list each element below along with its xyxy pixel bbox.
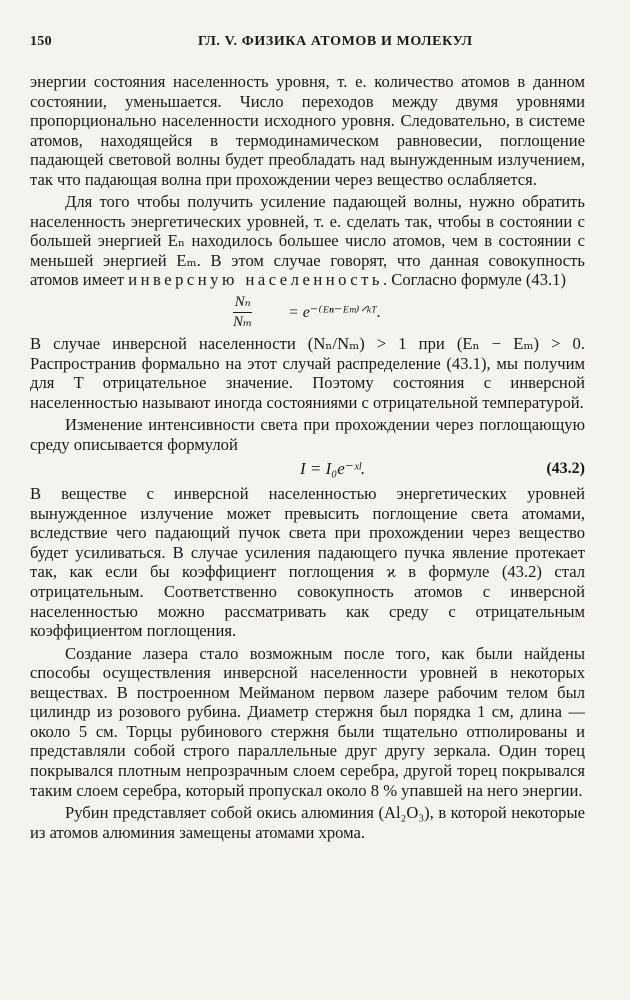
fraction — [233, 294, 252, 331]
formula-rhs: = e⁻⁽ᴱⁿ⁻ᴱᵐ⁾ᐟᵏᵀ. — [288, 304, 381, 322]
paragraph-4: Изменение интенсивности света при прохождении через поглощающую среду описывается формулой — [30, 415, 585, 454]
page-number: 150 — [30, 34, 52, 49]
paragraph-2-text-a: Для того чтобы получить усиление падающей волны, нужно обратить населенность энергетических уровней, т. е. сделать так, чтобы в состоянии с большей энергией Eₙ находилось большее число атомов, чем в состоянии с меньшей энергией Eₘ. В этом случае говорят, что данная совокупность атомов имеет — [30, 192, 585, 290]
paragraph-3: В случае инверсной населенности (Nₙ/Nₘ) > 1 при (Eₙ − Eₘ) > 0. Распространив формально на этот случай распределение (43.1), мы получим для T отрицательное значение. Поэтому состояния с инверсной населенностью называют иногда состояниями с отрицательной температурой. — [30, 334, 585, 412]
page-header — [30, 34, 590, 54]
paragraph-1: энергии состояния населенность уровня, т. е. количество атомов в данном состоянии, уменьшается. Число переходов между двумя уровнями пропорционально населенности исходного уровня. Следовательно, в системе атомов, находящейся в термодинамическом равновесии, поглощение падающей световой волны будет преобладать над вынужденным излучением, так что падающая волна при прохождении через вещество ослабляется. — [30, 72, 585, 189]
formula-43-1 — [30, 290, 585, 334]
paragraph-7: Рубин представляет собой окись алюминия (Al₂O₃), в которой некоторые из атомов алюминия замещены атомами хрома. — [30, 803, 585, 842]
page-body — [30, 72, 585, 842]
fraction-bar — [233, 312, 252, 313]
formula-43-2 — [30, 454, 585, 484]
running-title: ГЛ. V. ФИЗИКА АТОМОВ И МОЛЕКУЛ — [198, 34, 473, 49]
paragraph-2-text-b: . Согласно формуле (43.1) — [382, 270, 566, 290]
formula-expression: I = I₀e⁻ˣˡ. — [300, 459, 366, 479]
fraction-numerator: Nₙ — [234, 294, 251, 311]
term-inverse-population: инверсную населенность — [128, 270, 383, 290]
fraction-denominator: Nₘ — [233, 314, 253, 331]
paragraph-2 — [30, 192, 585, 290]
paragraph-5: В веществе с инверсной населенностью энергетических уровней вынужденное излучение может превысить поглощение света атомами, вследствие чего падающий пучок света при прохождении через вещество будет усиливаться. В случае усиления падающего пучка явление протекает так, как если бы коэффициент поглощения ϰ в формуле (43.2) стал отрицательным. Соответственно совокупность атомов с инверсной населенностью можно рассматривать как среду с отрицательным коэффициентом поглощения. — [30, 484, 585, 641]
paragraph-6: Создание лазера стало возможным после того, как были найдены способы осуществления инверсной населенности уровней в некоторых веществах. В построенном Мейманом первом лазере рабочим телом был цилиндр из розового рубина. Диаметр стержня был порядка 1 см, длина — около 5 см. Торцы рубинового стержня были тщательно отполированы и представляли собой строго параллельные друг другу зеркала. Один торец покрывался плотным непрозрачным слоем серебра, другой торец покрывался таким слоем серебра, который пропускал около 8 % упавшей на него энергии. — [30, 643, 585, 800]
equation-number: (43.2) — [546, 460, 585, 478]
